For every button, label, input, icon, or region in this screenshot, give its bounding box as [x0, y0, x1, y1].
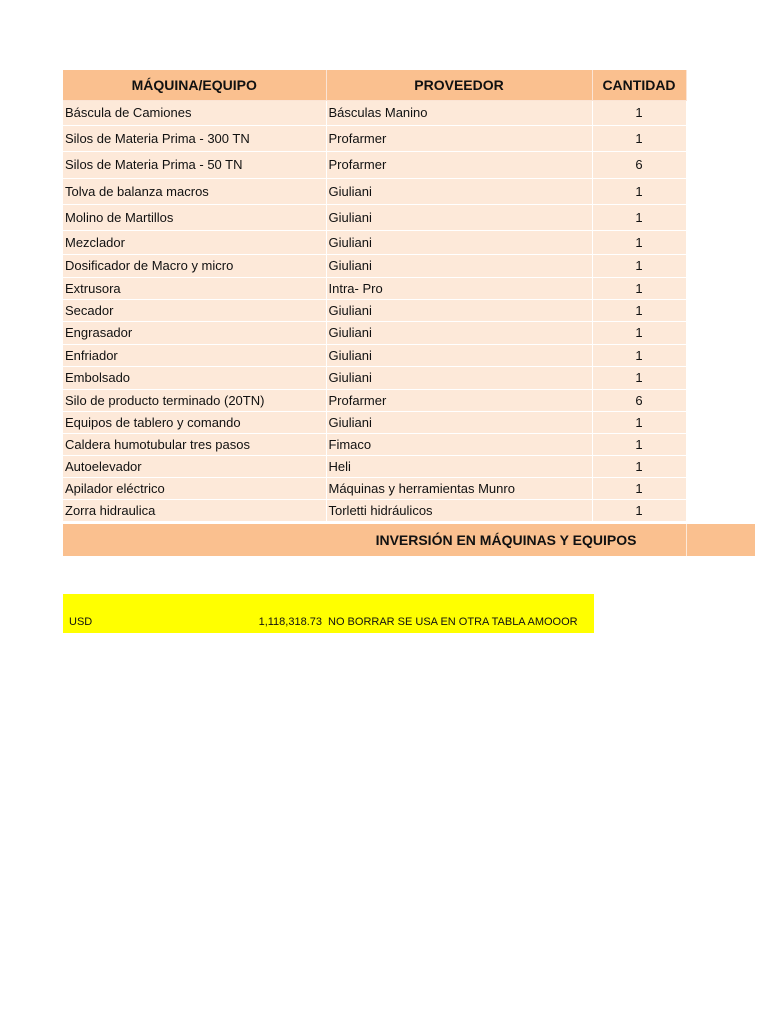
cell-supplier[interactable]: Giuliani [326, 367, 592, 390]
cell-quantity[interactable]: 1 [592, 179, 686, 205]
cell-supplier[interactable]: Giuliani [326, 300, 592, 322]
cell-machine[interactable]: Silos de Materia Prima - 300 TN [63, 126, 326, 152]
cell-machine[interactable]: Enfriador [63, 345, 326, 367]
cell-quantity[interactable]: 1 [592, 278, 686, 300]
cell-quantity[interactable]: 1 [592, 500, 686, 522]
cell-machine[interactable]: Equipos de tablero y comando [63, 412, 326, 434]
cell-machine[interactable]: Báscula de Camiones [63, 101, 326, 126]
cell-supplier[interactable]: Fimaco [326, 434, 592, 456]
cell-machine[interactable]: Mezclador [63, 231, 326, 255]
note-cell[interactable]: NO BORRAR SE USA EN OTRA TABLA AMOOOR [328, 616, 578, 628]
cell-supplier[interactable]: Giuliani [326, 322, 592, 345]
cell-supplier[interactable]: Máquinas y herramientas Munro [326, 478, 592, 500]
table-row [63, 367, 686, 390]
cell-machine[interactable]: Silo de producto terminado (20TN) [63, 390, 326, 412]
usd-total-row [63, 594, 594, 633]
cell-machine[interactable]: Extrusora [63, 278, 326, 300]
equipment-table [63, 70, 687, 522]
table-row [63, 345, 686, 367]
cell-supplier[interactable]: Intra- Pro [326, 278, 592, 300]
cell-quantity[interactable]: 1 [592, 300, 686, 322]
cell-quantity[interactable]: 1 [592, 412, 686, 434]
cell-quantity[interactable]: 1 [592, 345, 686, 367]
cell-machine[interactable]: Embolsado [63, 367, 326, 390]
cell-quantity[interactable]: 6 [592, 390, 686, 412]
table-row [63, 255, 686, 278]
header-supplier[interactable]: PROVEEDOR [326, 70, 592, 101]
header-machine[interactable]: MÁQUINA/EQUIPO [63, 70, 326, 101]
cell-supplier[interactable]: Básculas Manino [326, 101, 592, 126]
currency-cell[interactable]: USD [69, 616, 93, 628]
table-row [63, 278, 686, 300]
cell-machine[interactable]: Apilador eléctrico [63, 478, 326, 500]
amount-cell[interactable]: 1,118,318.73 [258, 616, 322, 628]
table-row [63, 179, 686, 205]
cell-supplier[interactable]: Giuliani [326, 345, 592, 367]
cell-quantity[interactable]: 6 [592, 152, 686, 179]
table-header-row [63, 70, 686, 101]
table-row [63, 126, 686, 152]
cell-quantity[interactable]: 1 [592, 322, 686, 345]
table-row [63, 412, 686, 434]
cell-machine[interactable]: Silos de Materia Prima - 50 TN [63, 152, 326, 179]
table-row [63, 390, 686, 412]
table-row [63, 231, 686, 255]
cell-supplier[interactable]: Giuliani [326, 231, 592, 255]
table-row [63, 300, 686, 322]
cell-machine[interactable]: Tolva de balanza macros [63, 179, 326, 205]
cell-supplier[interactable]: Giuliani [326, 412, 592, 434]
cell-machine[interactable]: Dosificador de Macro y micro [63, 255, 326, 278]
cell-quantity[interactable]: 1 [592, 478, 686, 500]
cell-machine[interactable]: Engrasador [63, 322, 326, 345]
table-row [63, 434, 686, 456]
cell-machine[interactable]: Molino de Martillos [63, 205, 326, 231]
cell-machine[interactable]: Secador [63, 300, 326, 322]
cell-supplier[interactable]: Heli [326, 456, 592, 478]
cell-quantity[interactable]: 1 [592, 101, 686, 126]
table-row [63, 322, 686, 345]
table-row [63, 478, 686, 500]
cell-quantity[interactable]: 1 [592, 231, 686, 255]
table-body [63, 101, 686, 522]
cell-supplier[interactable]: Profarmer [326, 152, 592, 179]
table-row [63, 101, 686, 126]
cell-quantity[interactable]: 1 [592, 205, 686, 231]
cell-supplier[interactable]: Torletti hidráulicos [326, 500, 592, 522]
table-row [63, 456, 686, 478]
table-row [63, 500, 686, 522]
header-quantity[interactable]: CANTIDAD [592, 70, 686, 101]
cell-supplier[interactable]: Giuliani [326, 205, 592, 231]
cell-machine[interactable]: Caldera humotubular tres pasos [63, 434, 326, 456]
banner-divider [686, 524, 687, 556]
cell-supplier[interactable]: Profarmer [326, 390, 592, 412]
cell-quantity[interactable]: 1 [592, 434, 686, 456]
cell-supplier[interactable]: Profarmer [326, 126, 592, 152]
cell-machine[interactable]: Zorra hidraulica [63, 500, 326, 522]
cell-quantity[interactable]: 1 [592, 456, 686, 478]
cell-quantity[interactable]: 1 [592, 255, 686, 278]
table-row [63, 152, 686, 179]
cell-supplier[interactable]: Giuliani [326, 255, 592, 278]
cell-quantity[interactable]: 1 [592, 367, 686, 390]
table-row [63, 205, 686, 231]
investment-total-label[interactable]: INVERSIÓN EN MÁQUINAS Y EQUIPOS [375, 532, 637, 548]
cell-quantity[interactable]: 1 [592, 126, 686, 152]
cell-machine[interactable]: Autoelevador [63, 456, 326, 478]
investment-total-banner [63, 524, 755, 556]
cell-supplier[interactable]: Giuliani [326, 179, 592, 205]
